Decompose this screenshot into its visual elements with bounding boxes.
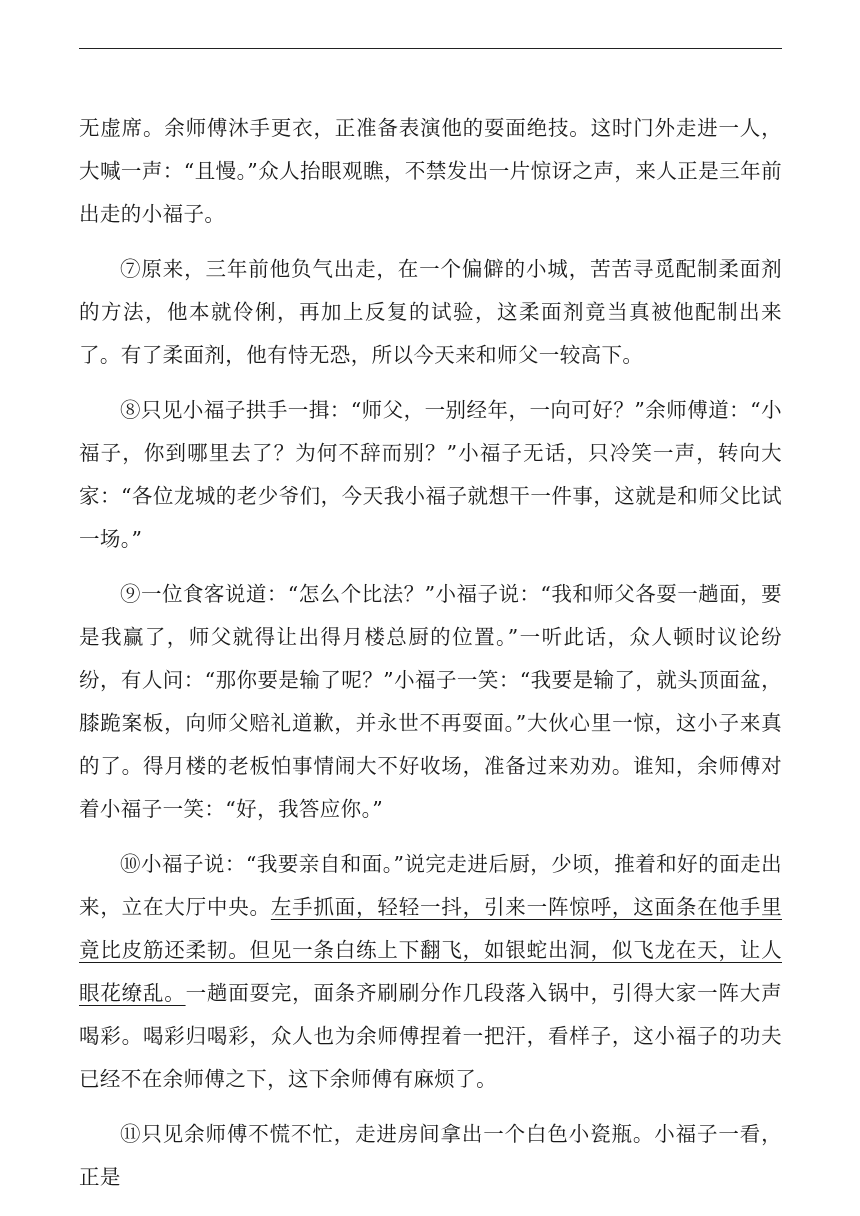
paragraph-8 (79, 389, 782, 561)
document-body (79, 107, 782, 1211)
paragraph-continuation (79, 107, 782, 236)
paragraph-text: ⑦原来，三年前他负气出走，在一个偏僻的小城，苦苦寻觅配制柔面剂的方法，他本就伶俐，再加上反复的试验，这柔面剂竟当真被他配制出来了。有了柔面剂，他有恃无恐，所以今天来和师父一较高下。 (79, 257, 782, 367)
paragraph-text: 无虚席。余师傅沐手更衣，正准备表演他的耍面绝技。这时门外走进一人，大喊一声：“且慢。”众人抬眼观瞧，不禁发出一片惊讶之声，来人正是三年前出走的小福子。 (79, 116, 782, 226)
paragraph-text: ⑧只见小福子拱手一揖：“师父，一别经年，一向可好？”余师傅道：“小福子，你到哪里去了？为何不辞而别？”小福子无话，只冷笑一声，转向大家：“各位龙城的老少爷们，今天我小福子就想干一件事，这就是和师父比试一场。” (79, 398, 782, 551)
underlined-passage: 左手抓面，轻轻一抖，引来一阵惊呼，这面条在他手里竟比皮筋还柔韧。但见一条白练上下翻飞，如银蛇出洞，似飞龙在天，让人眼花缭乱。 (79, 895, 782, 1005)
paragraph-text: ⑨一位食客说道：“怎么个比法？”小福子说：“我和师父各耍一趟面，要是我赢了，师父就得让出得月楼总厨的位置。”一听此话，众人顿时议论纷纷，有人问：“那你要是输了呢？”小福子一笑：“我要是输了，就头顶面盆，膝跪案板，向师父赔礼道歉，并永世不再耍面。”大伙心里一惊，这小子来真的了。得月楼的老板怕事情闹大不好收场，准备过来劝劝。谁知，余师傅对着小福子一笑：“好，我答应你。” (79, 582, 782, 821)
paragraph-7 (79, 248, 782, 377)
paragraph-text: ⑩小福子说：“我要亲自和面。”说完走进后厨，少顷，推着和好的面走出来，立在大厅中央。 (79, 852, 782, 919)
paragraph-10 (79, 843, 782, 1101)
paragraph-text: 一趟面耍完，面条齐刷刷分作几段落入锅中，引得大家一阵大声喝彩。喝彩归喝彩，众人也为余师傅捏着一把汗，看样子，这小福子的功夫已经不在余师傅之下，这下余师傅有麻烦了。 (79, 981, 782, 1091)
paragraph-9 (79, 573, 782, 831)
paragraph-text: ⑪只见余师傅不慌不忙，走进房间拿出一个白色小瓷瓶。小福子一看，正是 (79, 1122, 782, 1189)
paragraph-11 (79, 1113, 782, 1199)
header-rule (79, 48, 782, 49)
